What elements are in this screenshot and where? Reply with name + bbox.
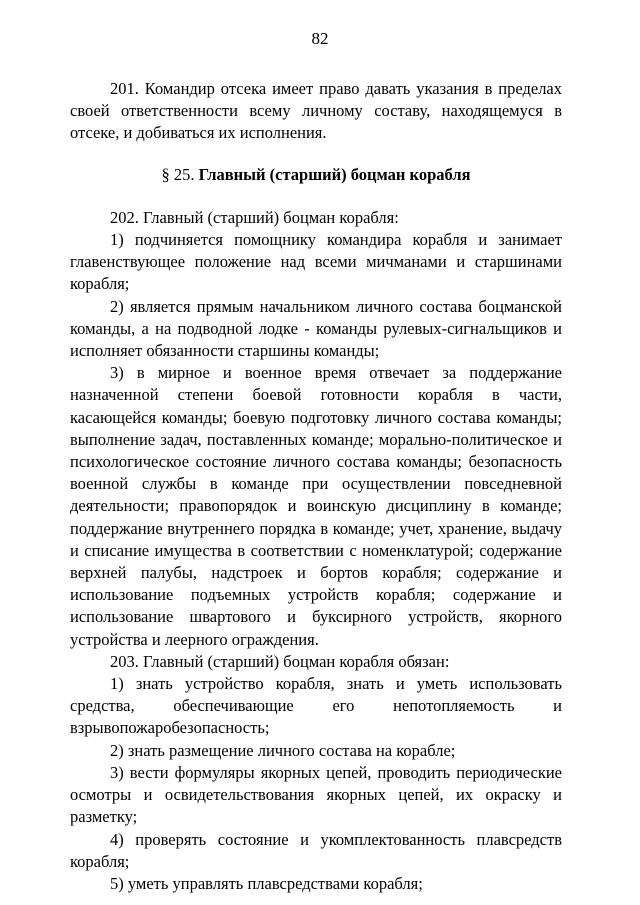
paragraph-203: 203. Главный (старший) боцман корабля обязан: — [110, 651, 450, 671]
paragraph-202-item-1: 1) подчиняется помощнику командира корабля и занимает главенствующее положение над всеми мичманами и старшинами корабля; — [70, 230, 562, 294]
paragraph-203-item-4: 4) проверять состояние и укомплектованность плавсредств корабля; — [70, 829, 562, 871]
paragraph-203-item-2: 2) знать размещение личного состава на корабле; — [110, 740, 456, 760]
paragraph-203-item-3: 3) вести формуляры якорных цепей, проводить периодические осмотры и освидетельствования якорных цепей, их окраску и разметку; — [70, 762, 562, 827]
section-symbol: § 25. — [161, 164, 195, 184]
paragraph-201: 201. Командир отсека имеет право давать указания в пределах своей ответственности всему личному составу, находящемуся в отсеке, и добиваться их исполнения. — [70, 79, 562, 143]
paragraph-203-item-1: 1) знать устройство корабля, знать и уметь использовать средства, обеспечивающие его непотопляемость и взрывопожаробезопасность; — [70, 674, 562, 738]
paragraph-202: 202. Главный (старший) боцман корабля: — [110, 207, 399, 227]
paragraph-202-item-2: 2) является прямым начальником личного состава боцманской команды, а на подводной лодке - команды рулевых-сигнальщиков и исполняет обязанности старшины команды; — [70, 296, 562, 361]
section-title: Главный (старший) боцман корабля — [198, 164, 471, 184]
paragraph-203-item-5: 5) уметь управлять плавсредствами корабля; — [110, 873, 423, 893]
document-body — [70, 78, 562, 895]
paragraph-202-item-3: 3) в мирное и военное время отвечает за поддержание назначенной степени боевой готовности корабля в части, касающейся команды; боевую подготовку личного состава команды; выполнение задач, поставленных команде; морально-политическое и психологическое состояние личного состава команды; безопасность военной службы в команде при осуществлении повседневной деятельности; правопорядок и воинскую дисциплину в команде; поддержание внутреннего порядка в команде; учет, хранение, выдачу и списание имущества в соответствии с номенклатурой; содержание верхней палубы, надстроек и бортов корабля; содержание и использование подъемных устройств корабля; содержание и использование швартового и буксирного устройств, якорного устройства и леерного ограждения. — [70, 363, 562, 649]
section-heading — [70, 164, 562, 186]
page-number: 82 — [311, 29, 329, 48]
